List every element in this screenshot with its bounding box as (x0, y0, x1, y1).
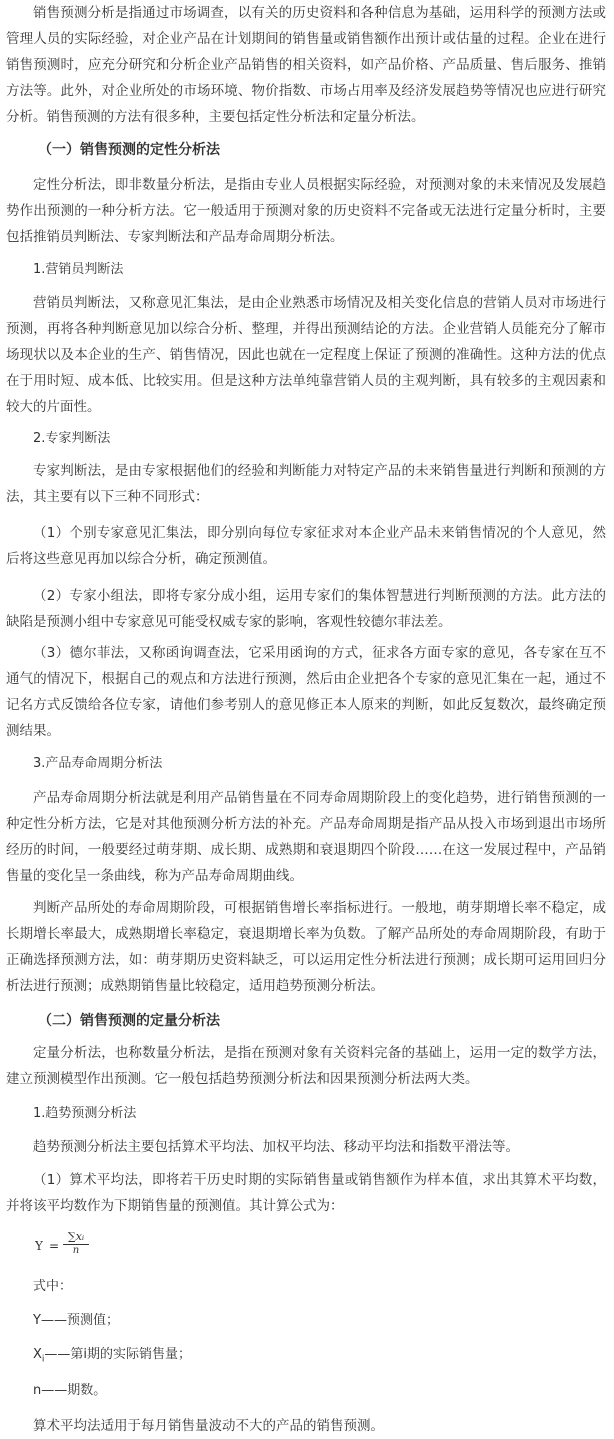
salesperson-paragraph: 营销员判断法，又称意见汇集法，是由企业熟悉市场情况及相关变化信息的营销人员对市场进行预测，再将各种判断意见加以综合分析、整理，并得出预测结论的方法。企业营销人员能充分了解市场现状以及本企业的生产、销售情况，因此也就在一定程度上保证了预测的准确性。这种方法的优点在于用时短、成本低、比较实用。但是这种方法单纯靠营销人员的主观判断，具有较多的主观因素和较大的片面性。 (6, 295, 606, 415)
quantitative-intro-paragraph: 定量分析法，也称数量分析法，是指在预测对象有关资料完备的基础上，运用一定的数学方法，建立预测模型作出预测。它一般包括趋势预测分析法和因果预测分析法两大类。 (6, 1045, 606, 1087)
where-label: 式中： (33, 1279, 73, 1294)
expert-paragraph: 专家判断法，是由专家根据他们的经验和判断能力对特定产品的未来销售量进行判断和预测的方法，其主要有以下三种不同形式： (6, 463, 606, 505)
expert-form-group: （2）专家小组法，即将专家分成小组，运用专家们的集体智慧进行判断预测的方法。此方法的缺陷是预测小组中专家意见可能受权威专家的影响，客观性较德尔菲法差。 (6, 588, 606, 630)
expert-form-individual: （1）个别专家意见汇集法，即分别向每位专家征求对本企业产品未来销售情况的个人意见，然后将这些意见再加以综合分析，确定预测值。 (6, 525, 606, 567)
definition-n: n——期数。 (33, 1383, 107, 1398)
formula-numerator: ∑xᵢ (63, 1230, 89, 1245)
arithmetic-mean-paragraph: （1）算术平均法，即将若干历史时期的实际销售量或销售额作为样本值，求出其算术平均数，并将该平均数作为下期销售量的预测值。其计算公式为： (6, 1172, 606, 1214)
lifecycle-paragraph-1: 产品寿命周期分析法就是利用产品销售量在不同寿命周期阶段上的变化趋势，进行销售预测的一种定性分析方法，它是对其他预测分析方法的补充。产品寿命周期是指产品从投入市场到退出市场所经历的时间，一般要经过萌芽期、成长期、成熟期和衰退期四个阶段……在这一发展过程中，产品销售量的变化呈一条曲线，称为产品寿命周期曲线。 (6, 790, 606, 884)
conclusion-paragraph: 算术平均法适用于每月销售量波动不大的产品的销售预测。 (33, 1418, 384, 1434)
method-title-salesperson: 1.营销员判断法 (33, 262, 124, 277)
definition-x-text: ——第i期的实际销售量； (44, 1347, 192, 1362)
section-heading-quantitative: （二）销售预测的定量分析法 (38, 1013, 220, 1029)
formula-denominator: n (72, 1245, 80, 1256)
qualitative-intro-paragraph: 定性分析法，即非数量分析法，是指由专业人员根据实际经验，对预测对象的未来情况及发展趋势作出预测的一种分析方法。它一般适用于预测对象的历史资料不完备或无法进行定量分析时，主要包括推销员判断法、专家判断法和产品寿命周期分析法。 (6, 177, 606, 245)
trend-paragraph: 趋势预测分析法主要包括算术平均法、加权平均法、移动平均法和指数平滑法等。 (33, 1139, 519, 1155)
expert-form-delphi: （3）德尔菲法，又称函询调查法，它采用函询的方式，征求各方面专家的意见，各专家在互不通气的情况下，根据自己的观点和方法进行预测，然后由企业把各个专家的意见汇集在一起，通过不记名方式反馈给各位专家，请他们参考别人的意见修正本人原来的判断，如此反复数次，最终确定预测结果。 (6, 645, 606, 739)
formula-fraction (63, 1230, 89, 1257)
section-heading-qualitative: （一）销售预测的定性分析法 (38, 142, 220, 158)
lifecycle-paragraph-2: 判断产品所处的寿命周期阶段，可根据销售增长率指标进行。一般地，萌芽期增长率不稳定，成长期增长率最大，成熟期增长率稳定，衰退期增长率为负数。了解产品所处的寿命周期阶段，有助于正确选择预测方法，如：萌芽期历史资料缺乏，可以运用定性分析法进行预测；成长期可运用回归分析法进行预测；成熟期销售量比较稳定，适用趋势预测分析法。 (6, 900, 606, 994)
definition-x-subscript: i (41, 1354, 45, 1365)
definition-y: Y——预测值； (33, 1313, 119, 1328)
formula-equals: = (49, 1239, 60, 1253)
method-title-expert: 2.专家判断法 (33, 431, 111, 446)
definition-x (33, 1344, 191, 1371)
method-title-lifecycle: 3.产品寿命周期分析法 (33, 756, 163, 771)
definition-x-symbol: X (33, 1347, 42, 1362)
method-title-trend: 1.趋势预测分析法 (33, 1106, 137, 1121)
formula-lhs: Y (35, 1239, 43, 1253)
intro-paragraph: 销售预测分析是指通过市场调查，以有关的历史资料和各种信息为基础，运用科学的预测方法或管理人员的实际经验，对企业产品在计划期间的销售量或销售额作出预计或估量的过程。企业在进行销售预测时，应充分研究和分析企业产品销售的相关资料，如产品价格、产品质量、售后服务、推销方法等。此外，对企业所处的市场环境、物价指数、市场占用率及经济发展趋势等情况也应进行研究分析。销售预测的方法有很多种，主要包括定性分析法和定量分析法。 (6, 5, 606, 125)
